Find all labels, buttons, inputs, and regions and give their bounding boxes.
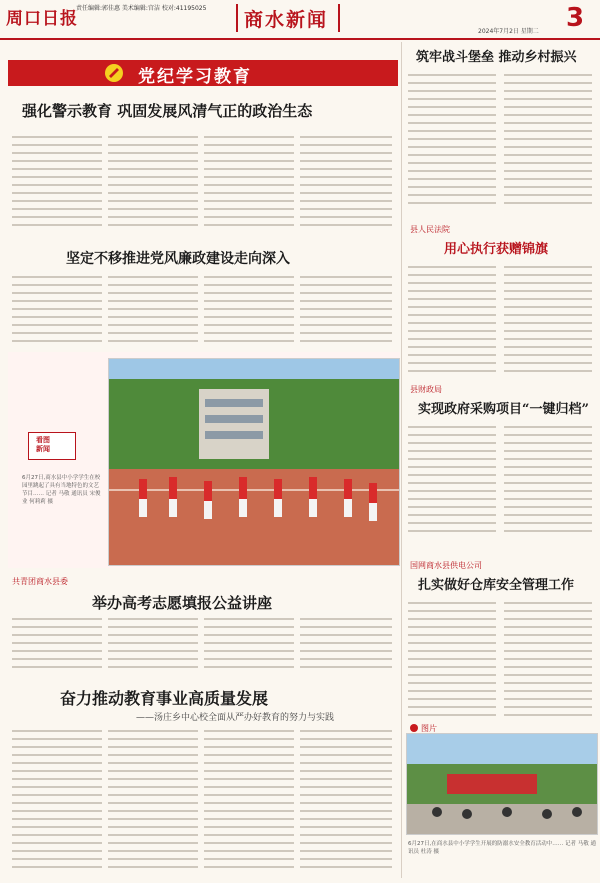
article-kicker: 县人民法院 [410, 225, 450, 234]
article-body [12, 730, 102, 876]
article-body [408, 602, 496, 720]
article-body [504, 266, 592, 376]
article-body [204, 730, 294, 876]
photo-tag-label: 图片 [421, 724, 437, 733]
newspaper-logo: 周口日报 [6, 9, 78, 29]
article-body [408, 426, 496, 536]
dance-photo [108, 358, 400, 566]
tag-line1: 看图 [36, 436, 50, 444]
article-body [12, 276, 102, 346]
article-body [204, 276, 294, 346]
column-divider [401, 42, 402, 878]
article-body [300, 136, 392, 232]
article-body [300, 276, 392, 346]
article-body [204, 618, 294, 678]
safety-education-photo [406, 733, 598, 835]
article-body [504, 74, 592, 214]
article-subtitle: ——汤庄乡中心校全面从严办好教育的努力与实践 [136, 713, 335, 723]
photo-tag-icon [410, 724, 418, 732]
article-body [12, 136, 102, 232]
article-body [504, 602, 592, 720]
banner-title: 党纪学习教育 [138, 67, 252, 87]
divider [236, 4, 238, 32]
photo-caption: 6月27日,在商水县中小学学生开展的防溺水安全教育活动中…… 记者 马敬 通讯员 杜涛 摄 [408, 841, 596, 855]
divider [338, 4, 340, 32]
article-body [108, 730, 198, 876]
article-kicker: 国网商水县供电公司 [410, 561, 482, 570]
article-kicker: 县财政局 [410, 385, 442, 394]
article-body [108, 136, 198, 232]
tag-line2: 新闻 [36, 445, 50, 453]
article-kicker: 共青团商水县委 [12, 577, 68, 586]
article-body [108, 618, 198, 678]
article-body [12, 618, 102, 678]
article-title: 扎实做好仓库安全管理工作 [418, 578, 575, 593]
article-title: 筑牢战斗堡垒 推动乡村振兴 [416, 50, 577, 65]
article-title: 奋力推动教育事业高质量发展 [60, 689, 269, 708]
photo-caption: 6月27日,商水县中小学学生在校园里跳起了具有当地特色的文艺节目…… 记者 马敬 通讯员 宋俊业 何莉莉 摄 [22, 475, 101, 505]
article-body [408, 266, 496, 376]
article-body [300, 618, 392, 678]
article-body [300, 730, 392, 876]
photo-news-tag-label [36, 436, 50, 454]
issue-date: 2024年7月2日 星期二 [478, 28, 539, 35]
masthead-meta: 责任编辑:郭佳惠 美术编辑:宫洁 校对:41195025 [76, 5, 207, 12]
article-title: 强化警示教育 巩固发展风清气正的政治生态 [22, 102, 313, 120]
article-body [204, 136, 294, 232]
article-body [504, 426, 592, 536]
page-number: 3 [566, 3, 585, 33]
article-body [108, 276, 198, 346]
article-title: 坚定不移推进党风廉政建设走向深入 [66, 251, 290, 267]
article-title: 实现政府采购项目“一键归档” [418, 402, 589, 417]
section-title: 商水新闻 [244, 9, 329, 31]
article-body [408, 74, 496, 214]
article-title: 用心执行获赠锦旗 [444, 242, 549, 257]
article-title: 举办高考志愿填报公益讲座 [92, 594, 273, 612]
party-emblem-icon [104, 63, 124, 87]
